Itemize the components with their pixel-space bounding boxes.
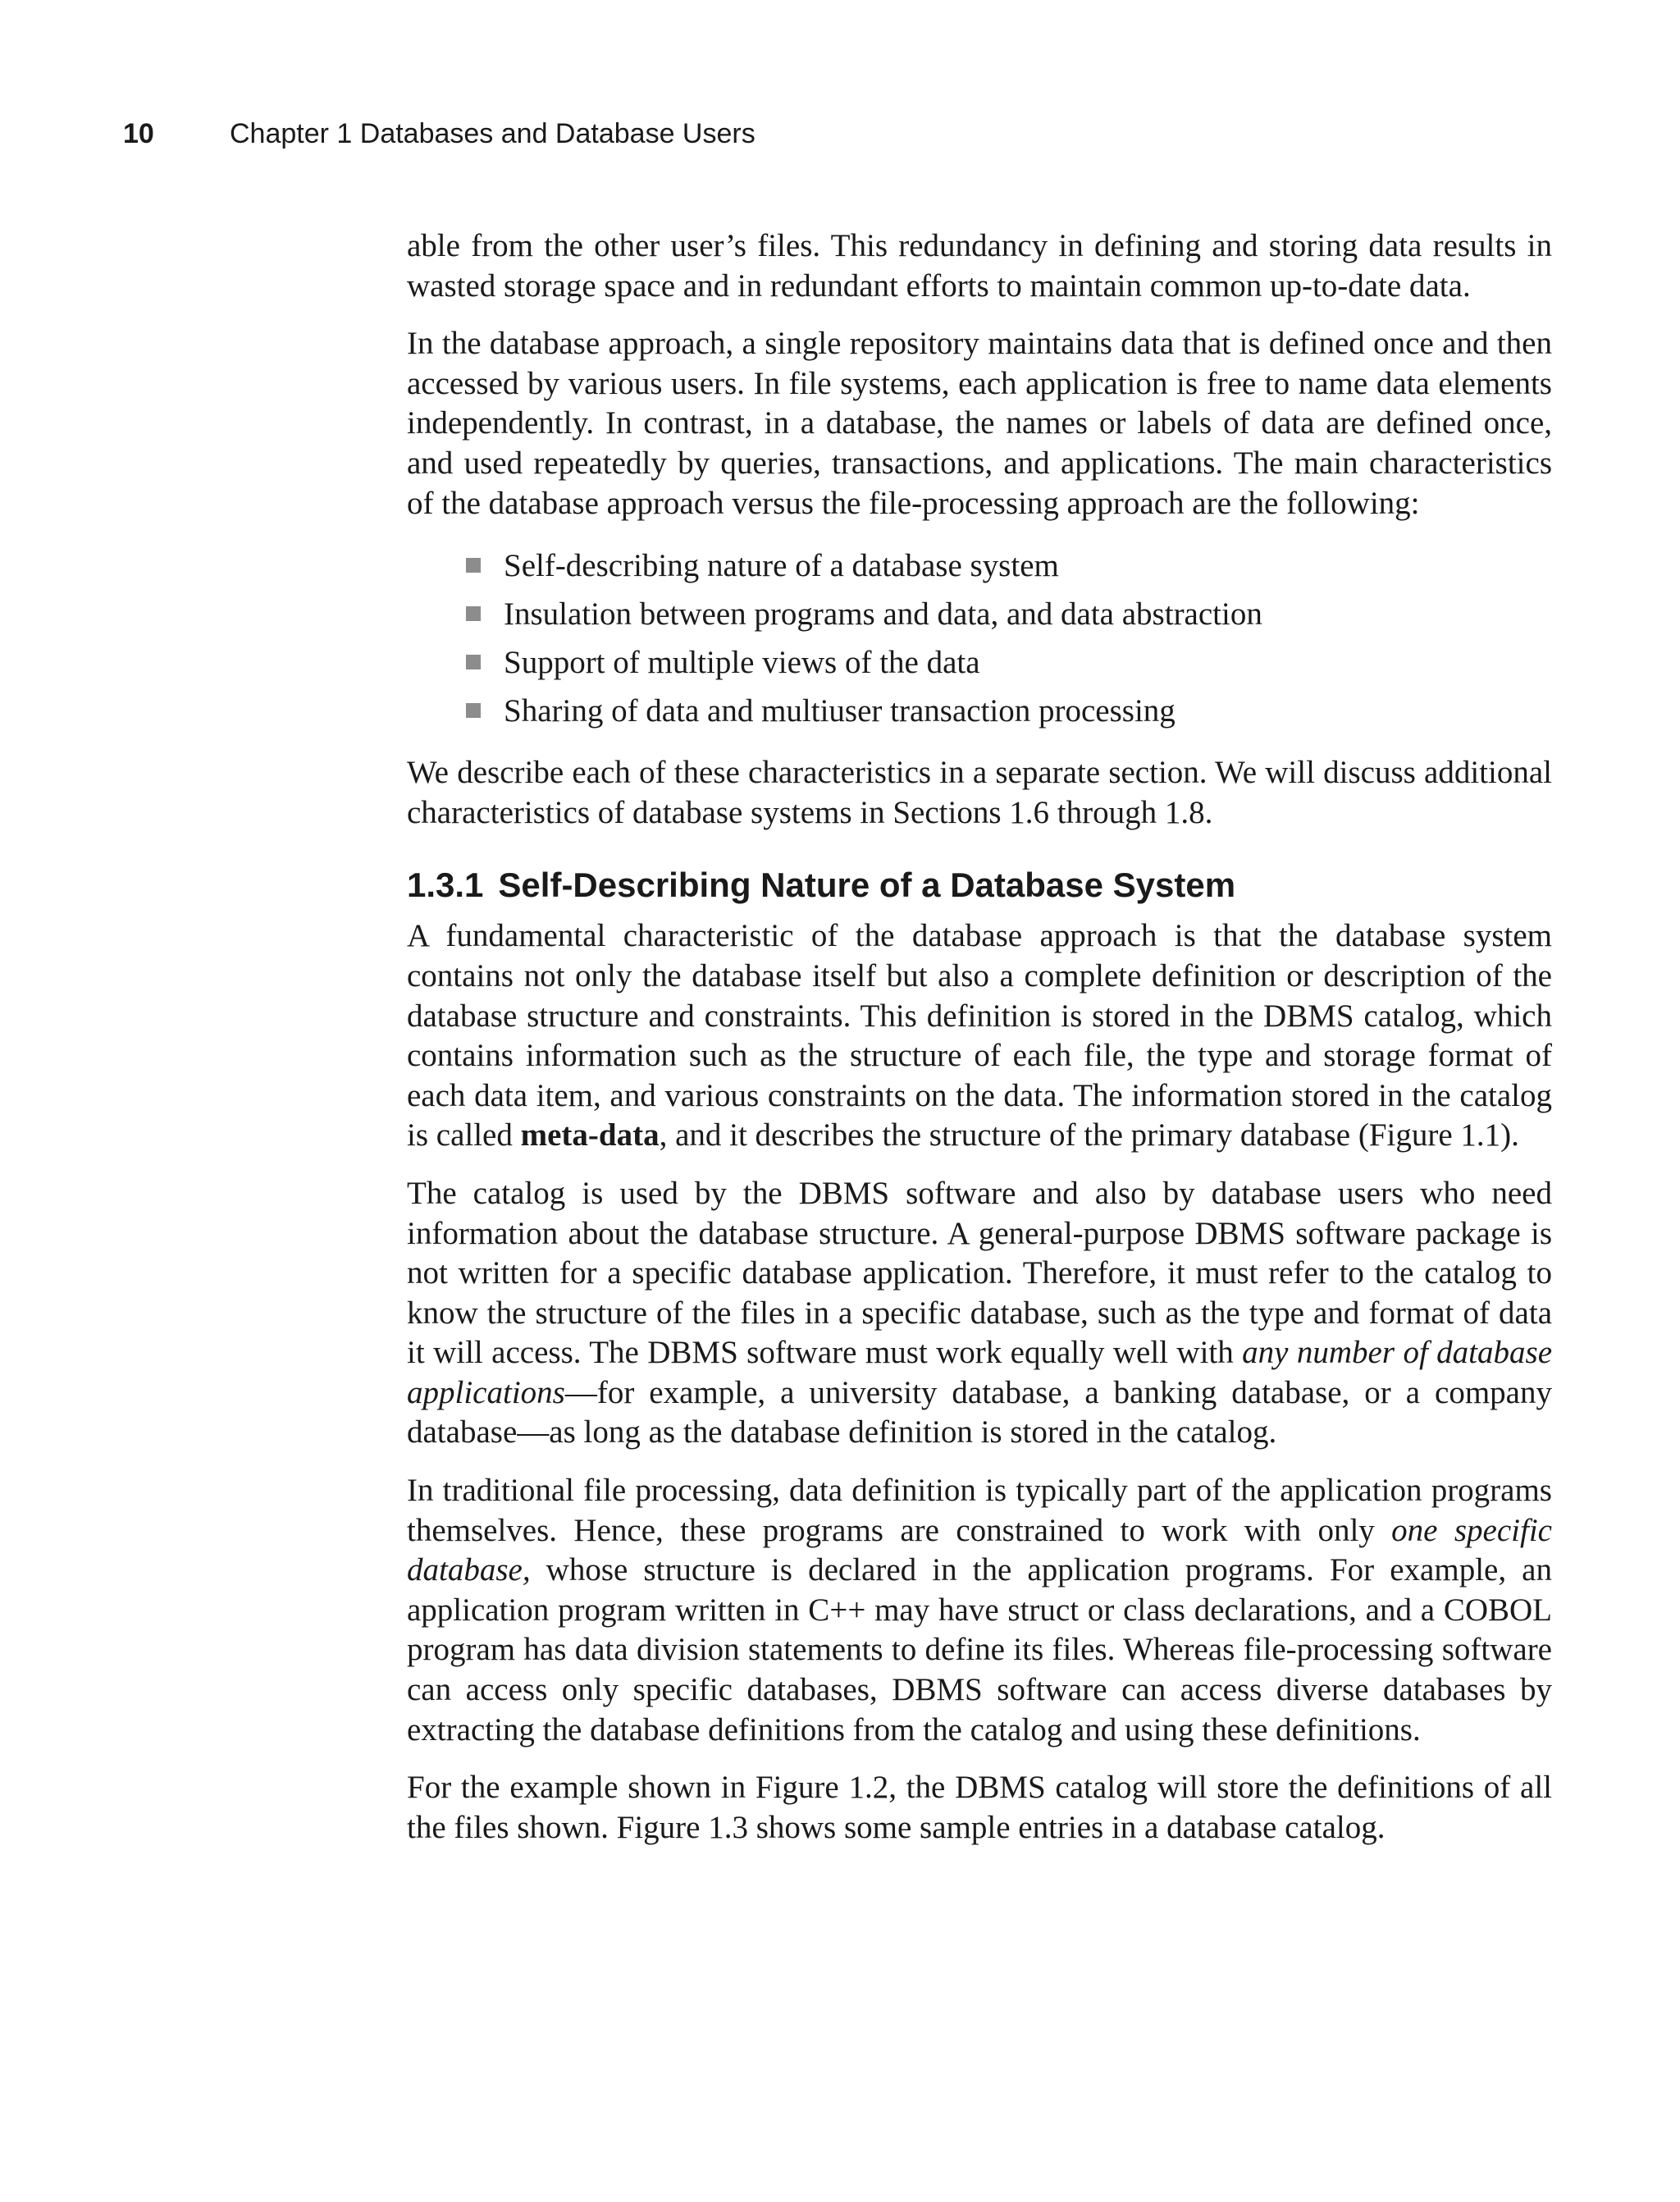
list-item-text: Support of multiple views of the data <box>504 645 980 681</box>
paragraph-6-text-a: In traditional file processing, data definition is typically part of the application programs themselves. Hence, these programs are constrained to work with only <box>407 1473 1552 1548</box>
paragraph-5-text-b: —for example, a university database, a banking database, or a company database—as long as the database definition is stored in the catalog. <box>407 1374 1552 1450</box>
paragraph-6-text-b: whose structure is declared in the application programs. For example, an application program written in C++ may have struct or class declarations, and a COBOL program has data division statements to define its files. Whereas file-processing software can access only specific databases, DBMS software can access diverse databases by extracting the database definitions from the catalog and using these definitions. <box>407 1552 1552 1747</box>
list-item-text: Sharing of data and multiuser transaction processing <box>504 693 1176 729</box>
list-item <box>466 687 1552 735</box>
section-title: Self-Describing Nature of a Database System <box>498 866 1236 905</box>
characteristics-list <box>407 541 1552 735</box>
paragraph-6 <box>407 1471 1552 1750</box>
square-bullet-icon <box>466 655 481 669</box>
paragraph-5-text-a: The catalog is used by the DBMS software and also by database users who need information about the database structure. A general-purpose DBMS software package is not written for a specific database application. Therefore, it must refer to the catalog to know the structure of the files in a specific database, such as the type and format of data it will access. The DBMS software must work equally well with <box>407 1175 1552 1371</box>
list-item-text: Self-describing nature of a database system <box>504 548 1059 584</box>
list-item <box>466 638 1552 687</box>
page-number: 10 <box>123 118 154 149</box>
meta-data-term: meta-data <box>520 1117 660 1154</box>
square-bullet-icon <box>466 558 481 573</box>
paragraph-4-text-a: A fundamental characteristic of the database approach is that the database system contains not only the database itself but also a complete definition or description of the database structure and constraints. This definition is stored in the DBMS catalog, which contains information such as the structure of each file, the type and storage format of each data item, and various constraints on the data. The information stored in the catalog is called <box>407 918 1552 1154</box>
paragraph-3: We describe each of these characteristics in a separate section. We will discuss additional characteristics of database systems in Sections 1.6 through 1.8. <box>407 755 1552 830</box>
paragraph-4 <box>407 916 1552 1156</box>
section-number: 1.3.1 <box>407 866 484 905</box>
list-item <box>466 590 1552 638</box>
running-head: Chapter 1 Databases and Database Users <box>230 118 756 149</box>
emphasis-text: any number of database applications <box>407 1335 1553 1410</box>
section-heading <box>407 862 1552 908</box>
paragraph-1: able from the other user’s files. This redundancy in defining and storing data results in wasted storage space and in redundant efforts to maintain common up-to-date data. <box>407 228 1552 304</box>
page-body <box>407 226 1552 1866</box>
emphasis-text: one specific database, <box>407 1512 1552 1588</box>
paragraph-5 <box>407 1174 1552 1453</box>
square-bullet-icon <box>466 606 481 621</box>
list-item-text: Insulation between programs and data, and data abstraction <box>504 596 1262 633</box>
list-item <box>466 541 1552 590</box>
square-bullet-icon <box>466 703 481 718</box>
paragraph-2: In the database approach, a single repository maintains data that is defined once and then accessed by various users. In file systems, each application is free to name data elements independently. In contrast, in a database, the names or labels of data are defined once, and used repeatedly by queries, transactions, and applications. The main characteristics of the database approach versus the file-processing approach are the following: <box>407 326 1552 521</box>
paragraph-4-text-b: , and it describes the structure of the primary database (Figure 1.1). <box>659 1117 1519 1154</box>
paragraph-7: For the example shown in Figure 1.2, the DBMS catalog will store the definitions of all the files shown. Figure 1.3 shows some sample entries in a database catalog. <box>407 1770 1552 1845</box>
